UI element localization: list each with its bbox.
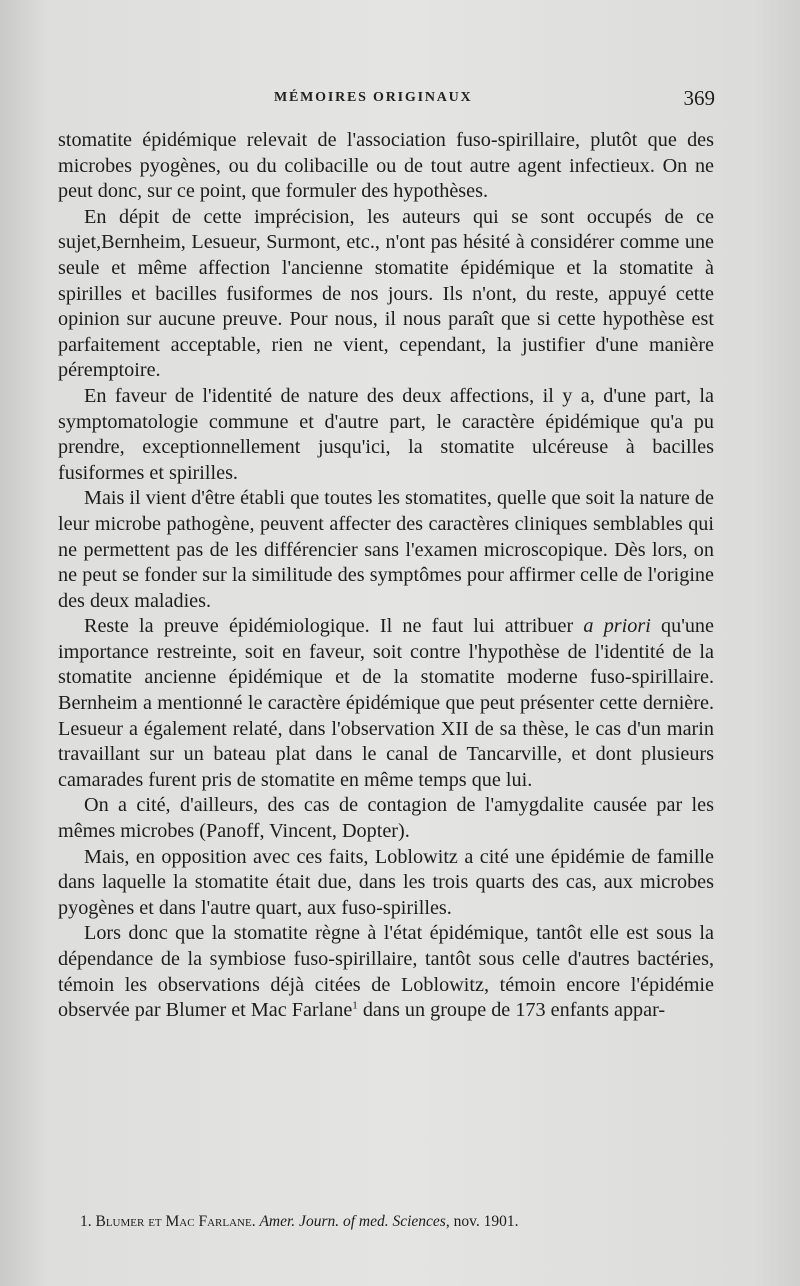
paragraph-7: Mais, en opposition avec ces faits, Loblowitz a cité une épidémie de famille dans laquelle la stomatite était due, dans les trois quarts des cas, aux microbes pyogènes et dans l'autre quart, aux fuso-spirilles. xyxy=(58,845,714,919)
footnote-reference: 1 xyxy=(352,999,358,1012)
a-priori-italic: a priori xyxy=(583,615,651,638)
paragraph-3: En faveur de l'identité de nature des deux affections, il y a, d'une part, la symptomatologie commune et d'autre part, le caractère épidémique qu'a pu prendre, exceptionnellement jusqu'ici, la stomatite ulcéreuse à bacilles fusiformes et spirilles. xyxy=(58,384,714,484)
footnote-number: 1. xyxy=(80,1213,92,1230)
paragraph-8 xyxy=(58,921,714,1023)
paragraph-8-end: dans un groupe de 173 enfants appar- xyxy=(357,999,666,1022)
footnote-authors: Blumer et Mac Farlane. xyxy=(95,1213,256,1230)
paragraph-1: stomatite épidémique relevait de l'association fuso-spirillaire, plutôt que des microbes pyogènes, ou du colibacille ou de tout autre agent infectieux. On ne peut donc, sur ce point, que formuler des hypothèses. xyxy=(58,129,714,203)
body-text xyxy=(58,128,714,1024)
paragraph-5-start: Reste la preuve épidémiologique. Il ne faut lui attribuer xyxy=(84,615,584,638)
paragraph-5-end: qu'une importance restreinte, soit en faveur, soit contre l'hypothèse de l'identité de la stomatite ancienne épidémique et de la stomatite moderne fuso-spirillaire. Bernheim a mentionné le caractère épidémique que peut présenter cette dernière. Lesueur a également relaté, dans l'observation XII de sa thèse, le cas d'un marin travaillant sur un bateau plat dans le canal de Tancarville, et dont plusieurs camarades furent pris de stomatite en même temps que lui. xyxy=(58,615,714,791)
paragraph-5 xyxy=(58,614,714,793)
footnote-rest: , nov. 1901. xyxy=(445,1213,519,1230)
paragraph-8-start: Lors donc que la stomatite règne à l'état épidémique, tantôt elle est sous la dépendance de la symbiose fuso-spirillaire, tantôt sous celle d'autres bactéries, témoin les observations déjà citées de Loblowitz, témoin encore l'épidémie observée par Blumer et Mac Farlane xyxy=(58,922,714,1022)
page-number: 369 xyxy=(683,86,715,110)
paragraph-2: En dépit de cette imprécision, les auteurs qui se sont occupés de ce sujet,Bernheim, Lesueur, Surmont, etc., n'ont pas hésité à considérer comme une seule et même affection l'ancienne stomatite épidémique et la stomatite à spirilles et bacilles fusiformes de nos jours. Ils n'ont, du reste, appuyé cette opinion sur aucune preuve. Pour nous, il nous paraît que si cette hypothèse est parfaitement acceptable, rien ne vient, cependant, la justifier d'une manière péremptoire. xyxy=(58,205,714,382)
paragraph-4: Mais il vient d'être établi que toutes les stomatites, quelle que soit la nature de leur microbe pathogène, peuvent affecter des caractères cliniques semblables qui ne permettent pas de les différencier sans l'examen microscopique. Dès lors, on ne peut se fonder sur la similitude des symptômes pour affirmer celle de l'origine des deux maladies. xyxy=(58,487,714,612)
running-head: MÉMOIRES ORIGINAUX xyxy=(274,90,473,105)
paragraph-6: On a cité, d'ailleurs, des cas de contagion de l'amygdalite causée par les mêmes microbes (Panoff, Vincent, Dopter). xyxy=(58,794,714,843)
footnote-journal: Amer. Journ. of med. Sciences xyxy=(259,1213,446,1230)
footnote xyxy=(80,1212,720,1232)
page-header xyxy=(60,86,715,114)
